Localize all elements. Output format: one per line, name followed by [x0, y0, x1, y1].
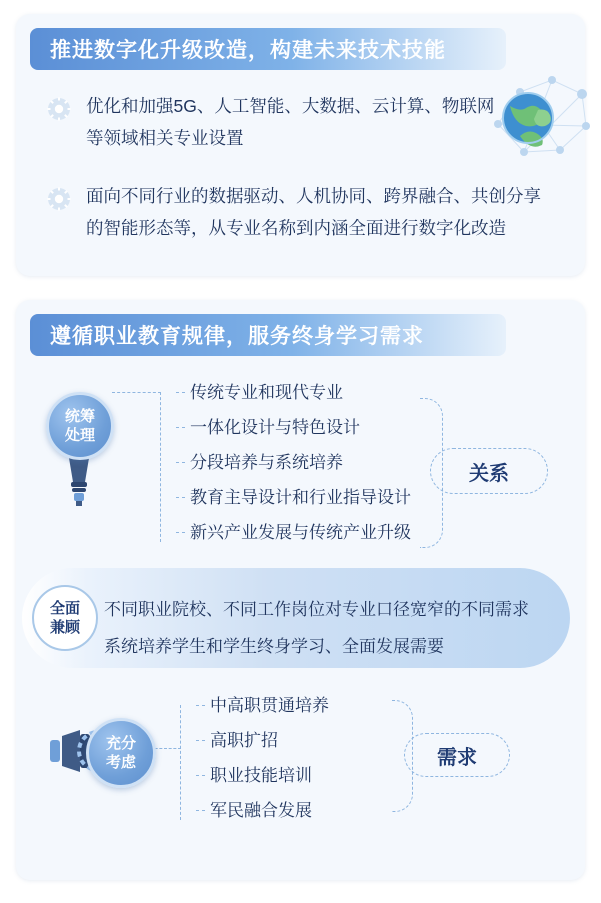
- tag-guanxi: 关系: [430, 448, 548, 494]
- section-1-bullet-1: [46, 90, 496, 154]
- node-quanmian-line1: 全面: [49, 600, 80, 617]
- gear-icon: [46, 186, 72, 212]
- section-2-title: 遵循职业教育规律，服务终身学习需求: [50, 325, 424, 348]
- list-item: 一体化设计与特色设计: [176, 418, 411, 438]
- tag-xuqiu: 需求: [404, 733, 510, 777]
- node-chongfen-line2: 考虑: [105, 754, 136, 771]
- node-tongchou-line1: 统筹: [64, 408, 95, 425]
- list-group-1: [176, 383, 411, 558]
- section-1-bullet-2-text: 面向不同行业的数据驱动、人机协同、跨界融合、共创分享的智能形态等，从专业名称到内涵全面进行数字化改造: [86, 186, 541, 238]
- list-group-3: [196, 696, 329, 836]
- node-quanmian-line2: 兼顾: [49, 619, 80, 636]
- list-item: 职业技能培训: [196, 766, 329, 786]
- list-item: 不同职业院校、不同工作岗位对专业口径宽窄的不同需求: [104, 600, 529, 619]
- node-tongchou-chuli: [46, 392, 114, 460]
- node-quanmian-jiangu: [32, 585, 98, 651]
- connector-spine-group-1: [160, 392, 161, 542]
- section-1-bullet-2: [46, 180, 556, 244]
- section-2-banner: [30, 314, 506, 356]
- list-item: 传统专业和现代专业: [176, 383, 411, 403]
- connector-spine-group-3: [180, 705, 181, 820]
- section-1-banner: [30, 28, 506, 70]
- list-item: 军民融合发展: [196, 801, 329, 821]
- list-item: 新兴产业发展与传统产业升级: [176, 523, 411, 543]
- node-chongfen-line1: 充分: [105, 735, 136, 752]
- connector-line-group-1: [112, 392, 161, 393]
- list-item: 分段培养与系统培养: [176, 453, 411, 473]
- globe-network-icon: [486, 66, 596, 171]
- node-tongchou-line2: 处理: [64, 427, 95, 444]
- node-chongfen-kaolv: [86, 718, 156, 788]
- list-item: 教育主导设计和行业指导设计: [176, 488, 411, 508]
- gear-icon: [46, 96, 72, 122]
- list-item: 中高职贯通培养: [196, 696, 329, 716]
- section-1-title: 推进数字化升级改造，构建未来技术技能: [50, 39, 446, 62]
- section-1-card: [16, 14, 585, 276]
- section-1-bullet-1-text: 优化和加强5G、人工智能、大数据、云计算、物联网等领域相关专业设置: [86, 96, 495, 148]
- list-item: 系统培养学生和学生终身学习、全面发展需要: [104, 637, 444, 656]
- list-item: 高职扩招: [196, 731, 329, 751]
